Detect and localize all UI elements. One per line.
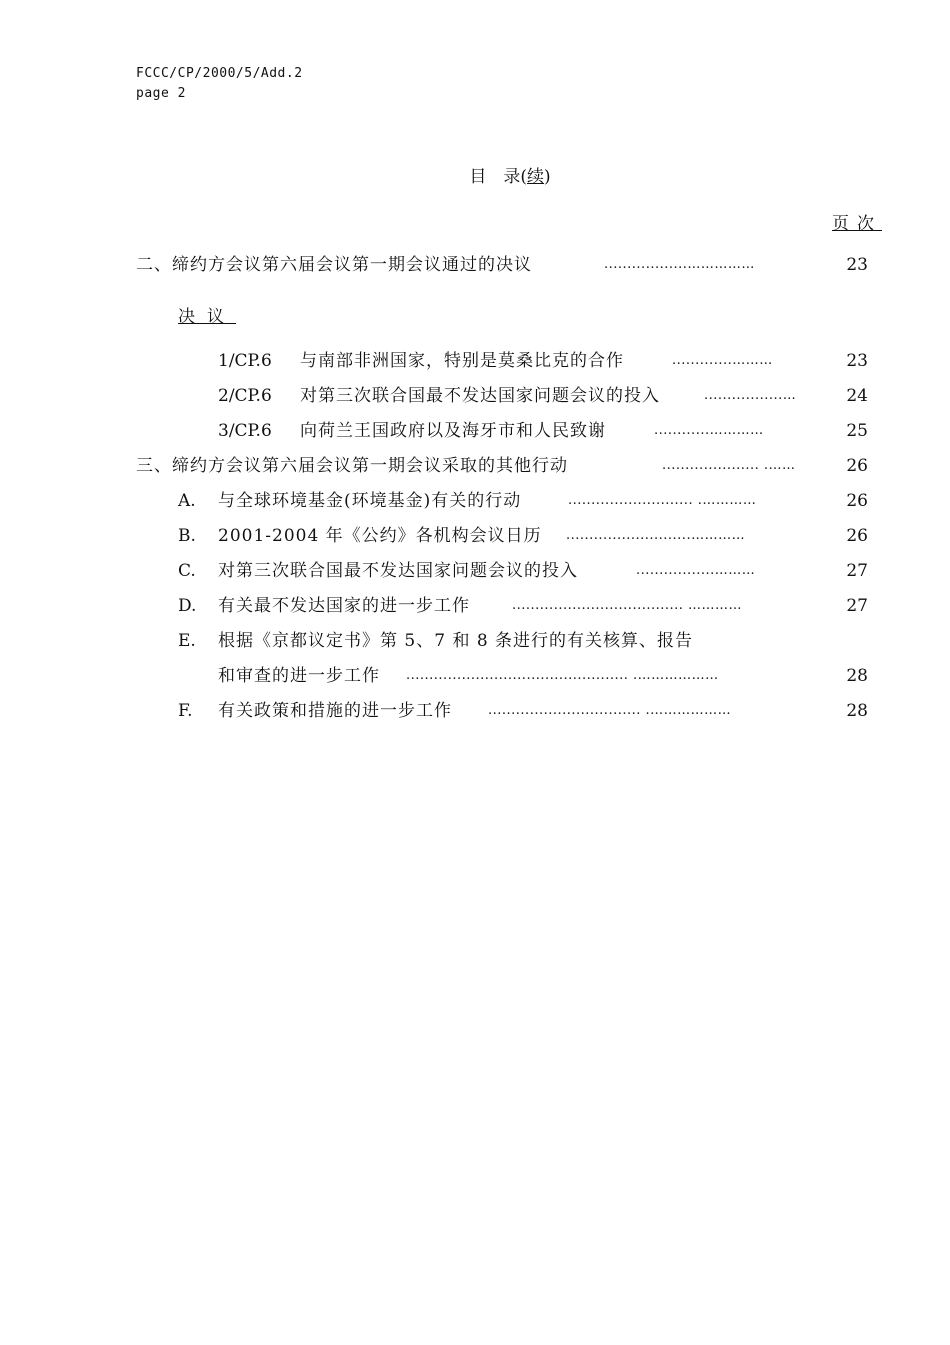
toc-page-number: 23 [846, 351, 868, 371]
page-label: page 2 [136, 86, 186, 101]
toc-entry-action [0, 593, 950, 619]
decision-code: 1/CP.6 [218, 351, 272, 371]
toc-leader-dots: …………............ [654, 423, 764, 438]
toc-leader-dots: ……. ..................... [662, 458, 796, 473]
toc-entry-text: 有关最不发达国家的进一步工作 [218, 596, 470, 616]
toc-title-paren-open: ( [520, 167, 527, 187]
toc-entry-action-e-line1 [0, 628, 950, 654]
toc-page-number: 26 [846, 456, 868, 476]
toc-entry-decision [0, 348, 950, 374]
toc-entry-text: 与南部非洲国家，特别是莫桑比克的合作 [300, 351, 624, 371]
toc-page-number: 28 [846, 666, 868, 686]
toc-page-number: 24 [846, 386, 868, 406]
toc-page-number: 23 [846, 255, 868, 275]
toc-page-number: 27 [846, 596, 868, 616]
document-header [136, 64, 303, 104]
toc-entry-action [0, 488, 950, 514]
decisions-heading: 决议 [178, 307, 236, 327]
toc-entry-text: 三、缔约方会议第六届会议第一期会议采取的其他行动 [136, 456, 568, 476]
toc-page-number: 26 [846, 491, 868, 511]
toc-page-number: 25 [846, 421, 868, 441]
toc-entry-action [0, 558, 950, 584]
toc-leader-dots: …................. [704, 388, 797, 403]
toc-entry-text: 2001-2004 年《公约》各机构会议日历 [218, 526, 542, 546]
toc-entry-section-two [0, 252, 950, 278]
decision-code: 3/CP.6 [218, 421, 272, 441]
toc-entry-text: 对第三次联合国最不发达国家问题会议的投入 [218, 561, 578, 581]
toc-entry-decision [0, 383, 950, 409]
toc-title-main: 目 录 [469, 167, 521, 187]
toc-page-number: 26 [846, 526, 868, 546]
toc-entry-action-e-line2 [0, 663, 950, 689]
toc-leader-dots: …………. ........................... [568, 493, 757, 508]
toc-title-continued: 续 [527, 167, 544, 187]
decision-code: 2/CP.6 [218, 386, 272, 406]
toc-entry-text: 与全球环境基金(环境基金)有关的行动 [218, 491, 522, 511]
action-letter: B. [178, 526, 196, 546]
toc-entry-section-three [0, 453, 950, 479]
toc-entry-text: 根据《京都议定书》第 5、7 和 8 条进行的有关核算、报告 [218, 631, 694, 651]
toc-entry-text: 有关政策和措施的进一步工作 [218, 701, 452, 721]
toc-title-paren-close: ) [544, 167, 551, 187]
action-letter: E. [178, 631, 196, 651]
toc-entry-text-continued: 和审查的进一步工作 [218, 666, 380, 686]
toc-leader-dots: ………………. ................................................ [406, 668, 719, 683]
action-letter: A. [178, 491, 196, 511]
toc-page-number: 27 [846, 561, 868, 581]
toc-leader-dots: ………................. [636, 563, 756, 578]
toc-leader-dots: …………….................. [604, 257, 755, 272]
toc-entry-text: 向荷兰王国政府以及海牙市和人民致谢 [300, 421, 606, 441]
toc-entry-action [0, 698, 950, 724]
toc-page-number: 28 [846, 701, 868, 721]
document-symbol: FCCC/CP/2000/5/Add.2 [136, 66, 303, 81]
toc-leader-dots: ………………. ................................. [488, 703, 732, 718]
toc-title [0, 162, 950, 187]
toc-leader-dots: …………........................... [566, 528, 746, 543]
toc-leader-dots: ………............. [672, 353, 773, 368]
toc-entry-text: 对第三次联合国最不发达国家问题会议的投入 [300, 386, 660, 406]
page-column-header: 页次 [832, 214, 882, 234]
action-letter: F. [178, 701, 193, 721]
action-letter: C. [178, 561, 196, 581]
toc-entry-action [0, 523, 950, 549]
toc-entry-decision [0, 418, 950, 444]
action-letter: D. [178, 596, 197, 616]
toc-entry-text: 二、缔约方会议第六届会议第一期会议通过的决议 [136, 255, 532, 275]
toc-leader-dots: ………… ..................................... [512, 598, 743, 613]
